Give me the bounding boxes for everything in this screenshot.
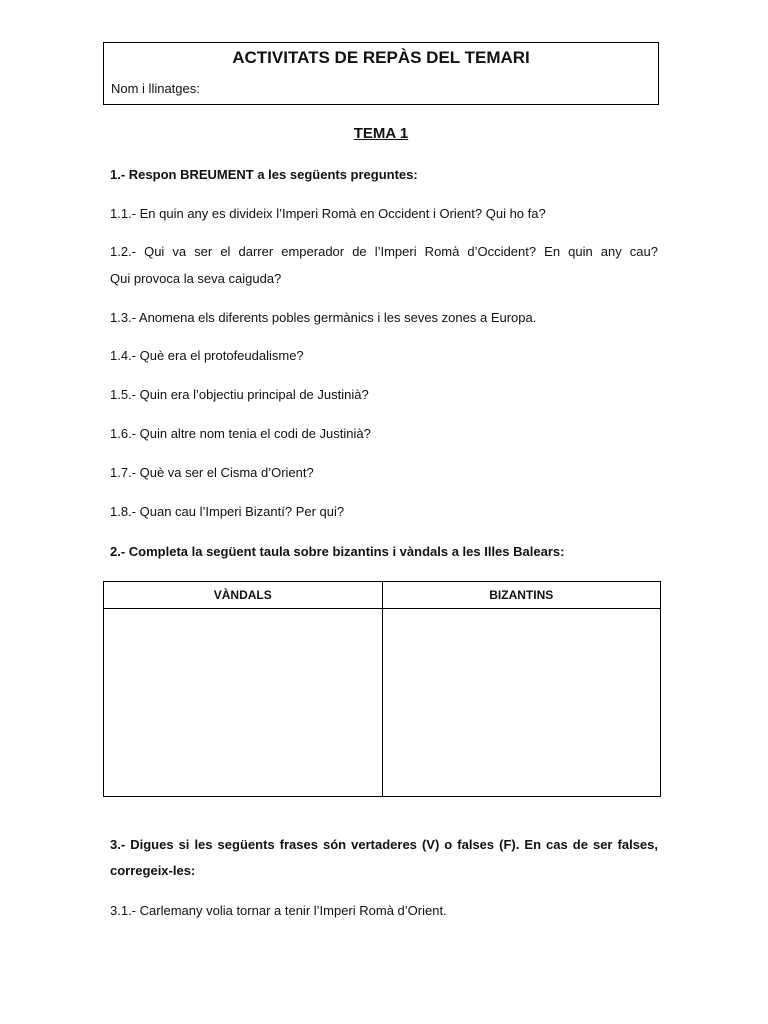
table-header-row xyxy=(104,582,661,609)
question-1-5: 1.5.- Quin era l’objectiu principal de Justinià? xyxy=(110,387,369,402)
question-1-4: 1.4.- Què era el protofeudalisme? xyxy=(110,348,304,363)
question-1-8: 1.8.- Quan cau l’Imperi Bizantí? Per qui? xyxy=(110,504,345,519)
question-1-1: 1.1.- En quin any es divideix l’Imperi Romà en Occident i Orient? Qui ho fa? xyxy=(110,206,546,221)
question-3-1: 3.1.- Carlemany volia tornar a tenir l’Imperi Romà d’Orient. xyxy=(110,903,447,918)
name-field-label: Nom i llinatges: xyxy=(111,81,200,96)
table-answer-row xyxy=(104,609,661,797)
document-title: ACTIVITATS DE REPÀS DEL TEMARI xyxy=(232,48,530,67)
vandals-answer-cell[interactable] xyxy=(104,609,383,797)
byzantines-answer-cell[interactable] xyxy=(382,609,661,797)
vandals-byzantines-table xyxy=(103,581,661,797)
question-1-heading: 1.- Respon BREUMENT a les següents preguntes: xyxy=(110,167,418,182)
section-title: TEMA 1 xyxy=(353,125,409,142)
question-1-6: 1.6.- Quin altre nom tenia el codi de Justinià? xyxy=(110,426,371,441)
question-3-heading-continued: corregeix-les: xyxy=(110,863,196,878)
question-1-3: 1.3.- Anomena els diferents pobles germànics i les seves zones a Europa. xyxy=(110,310,537,325)
question-1-7: 1.7.- Què va ser el Cisma d’Orient? xyxy=(110,465,314,480)
column-header-vandals: VÀNDALS xyxy=(104,582,383,609)
question-3-heading: 3.- Digues si les següents frases són vertaderes (V) o falses (F). En cas de ser falses, xyxy=(110,837,658,852)
question-1-2-continued: Qui provoca la seva caiguda? xyxy=(110,271,282,286)
header-box xyxy=(103,42,659,105)
question-2-heading: 2.- Completa la següent taula sobre bizantins i vàndals a les Illes Balears: xyxy=(110,544,565,559)
column-header-byzantines: BIZANTINS xyxy=(382,582,661,609)
question-1-2: 1.2.- Qui va ser el darrer emperador de l’Imperi Romà d’Occident? En quin any cau? xyxy=(110,244,658,259)
